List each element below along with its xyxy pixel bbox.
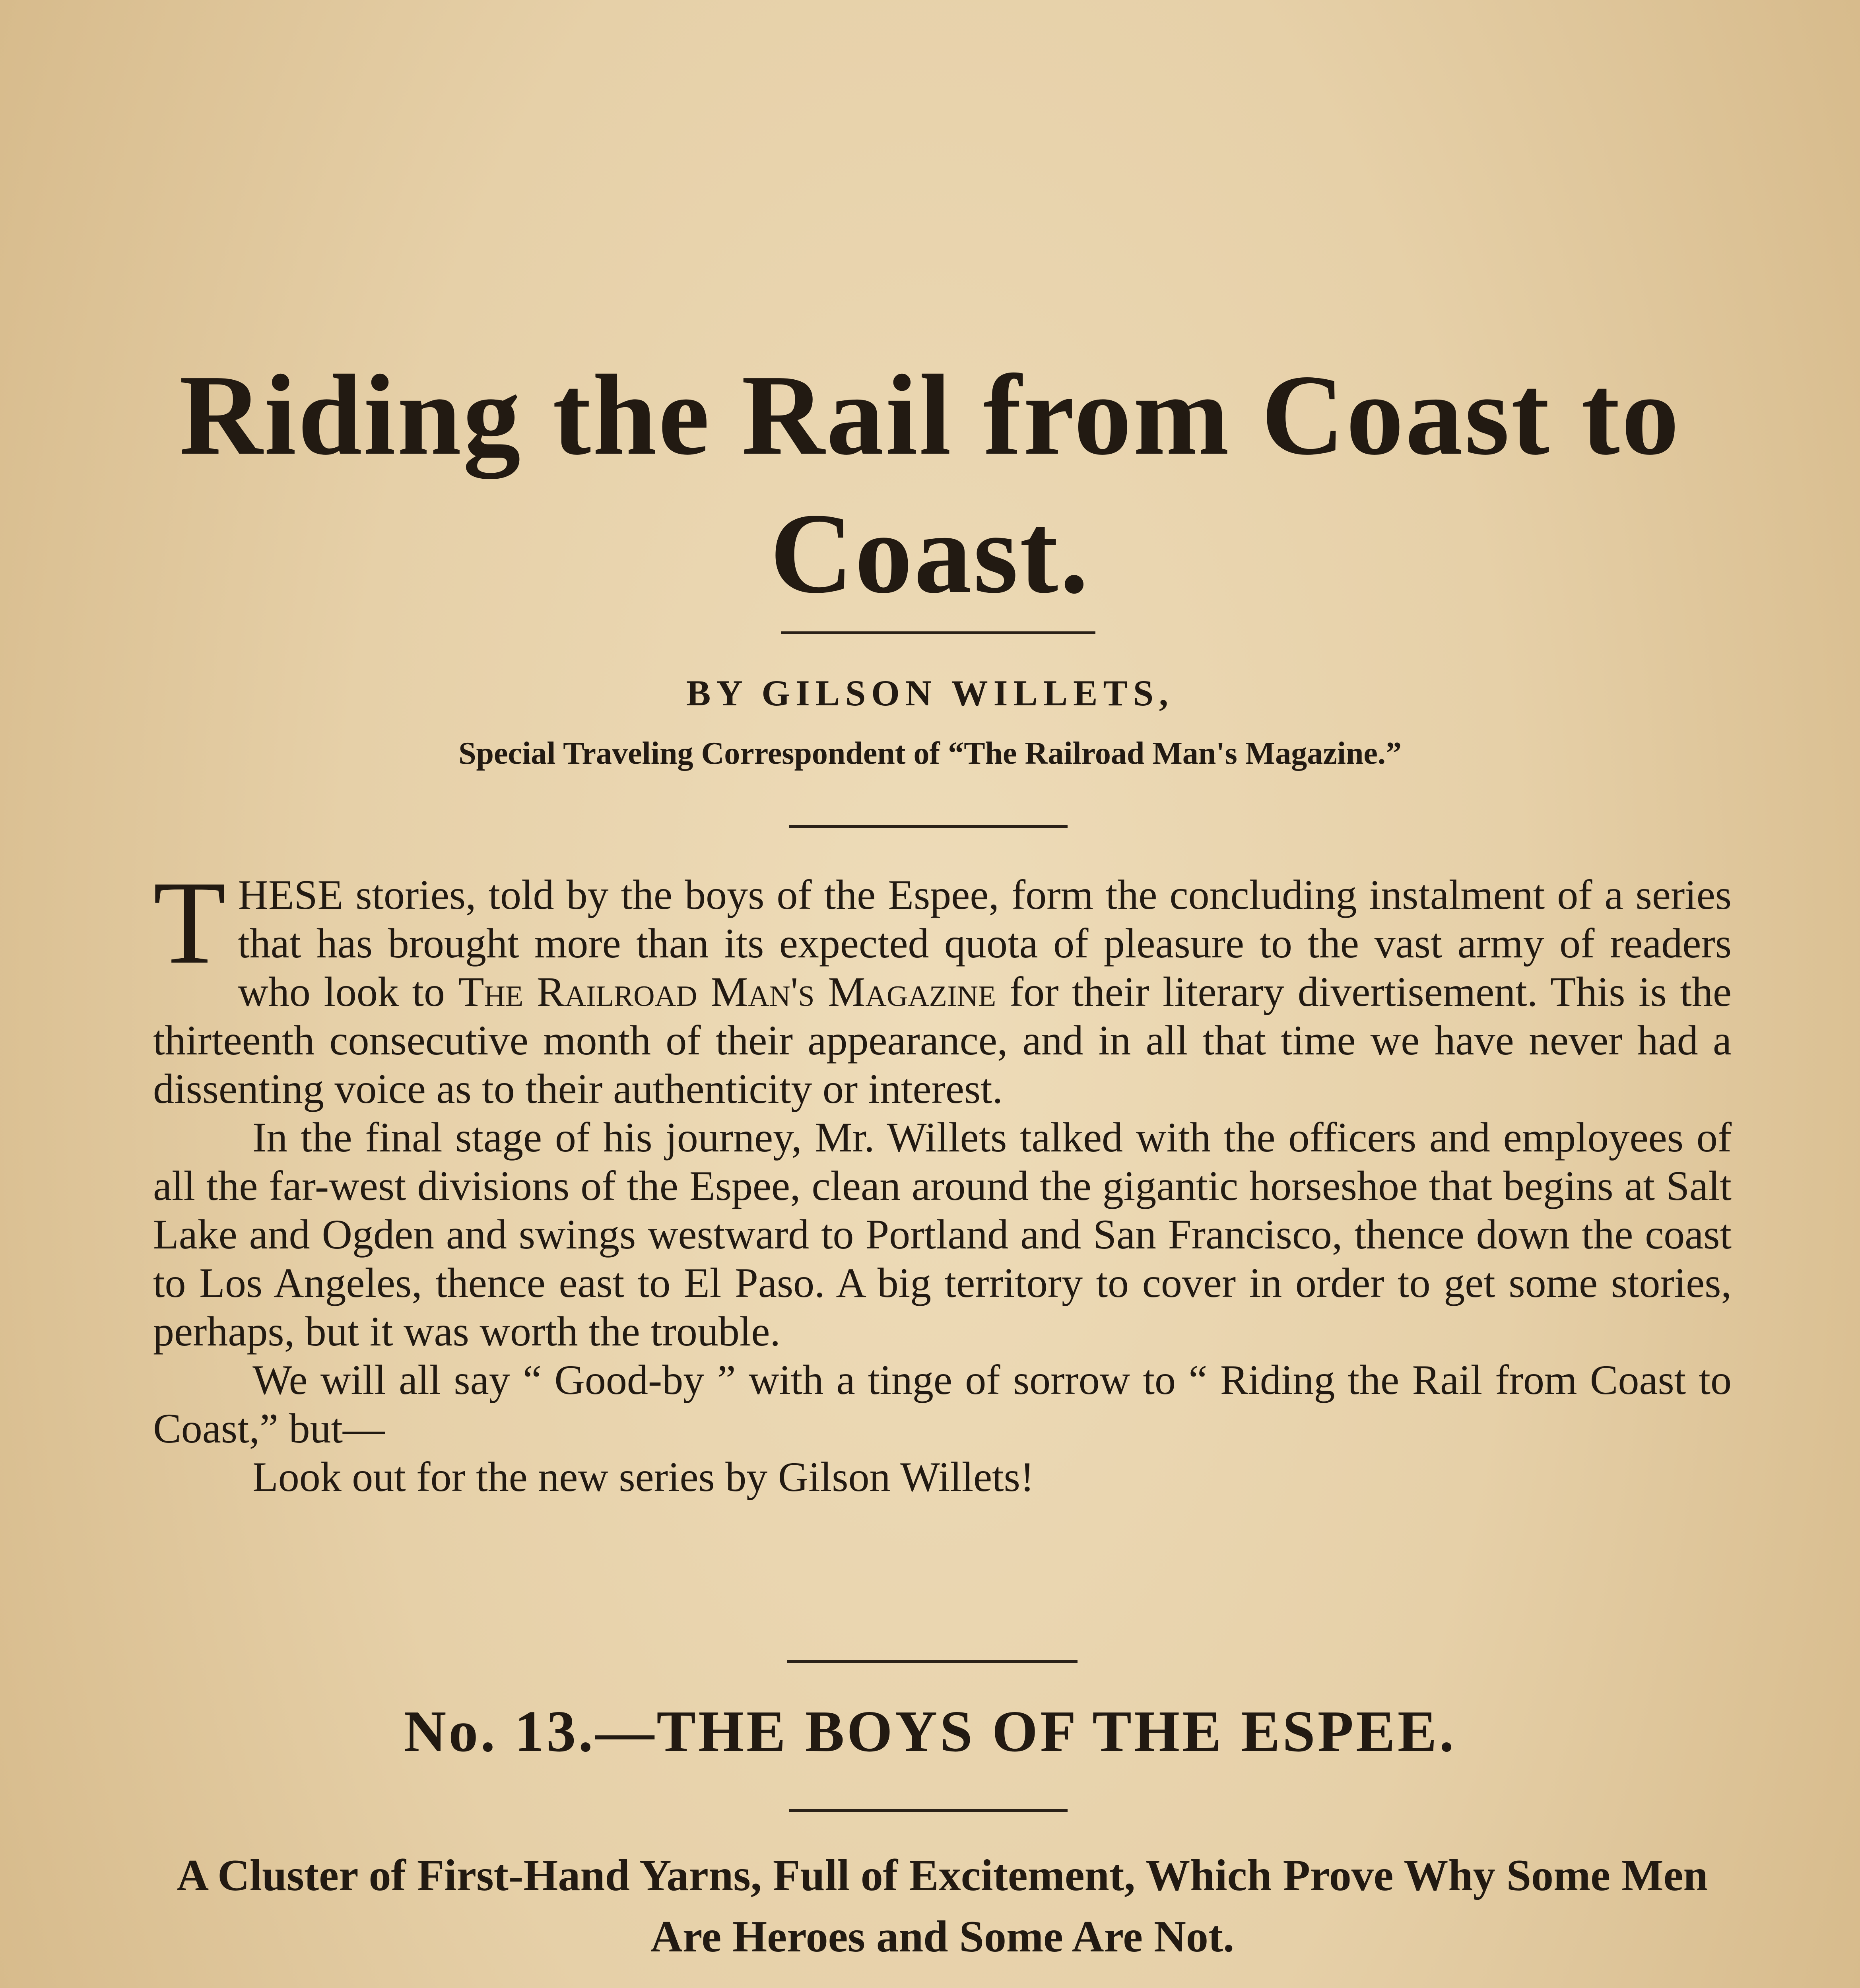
heading-rule — [789, 1809, 1068, 1812]
editor-introduction — [153, 856, 1732, 1501]
author-byline: BY GILSON WILLETS, — [686, 673, 1174, 713]
byline-rule — [789, 825, 1068, 828]
article-title: Riding the Rail from Coast to Coast. — [179, 351, 1681, 617]
intro-paragraph-2: In the final stage of his journey, Mr. Willets talked with the officers and employees of all the far-west divisions of the Espee, clean around the gigantic horseshoe that begins at Salt Lake and Ogden and swings westward to Portland and San Francisco, thence down the coast to Los Angeles, thence east to El Paso. A big territory to cover in order to get some stories, perhaps, but it was worth the trouble. — [153, 1114, 1732, 1355]
intro-paragraph-1 — [153, 856, 1732, 1113]
intro-rule — [787, 1660, 1078, 1663]
intro-paragraph-1-text-b: for their literary divertisement. This is the thirteenth consecutive month of their appearance, and in all that time we have never had a dissenting voice as to their authenticity or interest. — [153, 969, 1732, 1112]
intro-paragraph-1-text-a: HESE stories, told by the boys of the Espee, form the concluding instalment of a series that has brought more than its expected quota of pleasure to the vast army of readers who look to — [238, 872, 1732, 1015]
author-credential: Special Traveling Correspondent of “The Railroad Man's Magazine.” — [458, 736, 1402, 771]
magazine-name: The Railroad Man's Magazine — [458, 969, 996, 1015]
dropcap-t: T — [153, 856, 226, 988]
intro-paragraph-4: Look out for the new series by Gilson Willets! — [252, 1454, 1035, 1500]
intro-paragraph-3: We will all say “ Good-by ” with a tinge of sorrow to “ Riding the Rail from Coast to Coast,” but— — [153, 1357, 1732, 1452]
part-heading: No. 13.—THE BOYS OF THE ESPEE. — [404, 1699, 1456, 1764]
title-rule — [781, 631, 1095, 634]
part-subhead: A Cluster of First-Hand Yarns, Full of Excitement, Which Prove Why Some Men Are Heroes and Some Are Not. — [177, 1851, 1708, 1961]
